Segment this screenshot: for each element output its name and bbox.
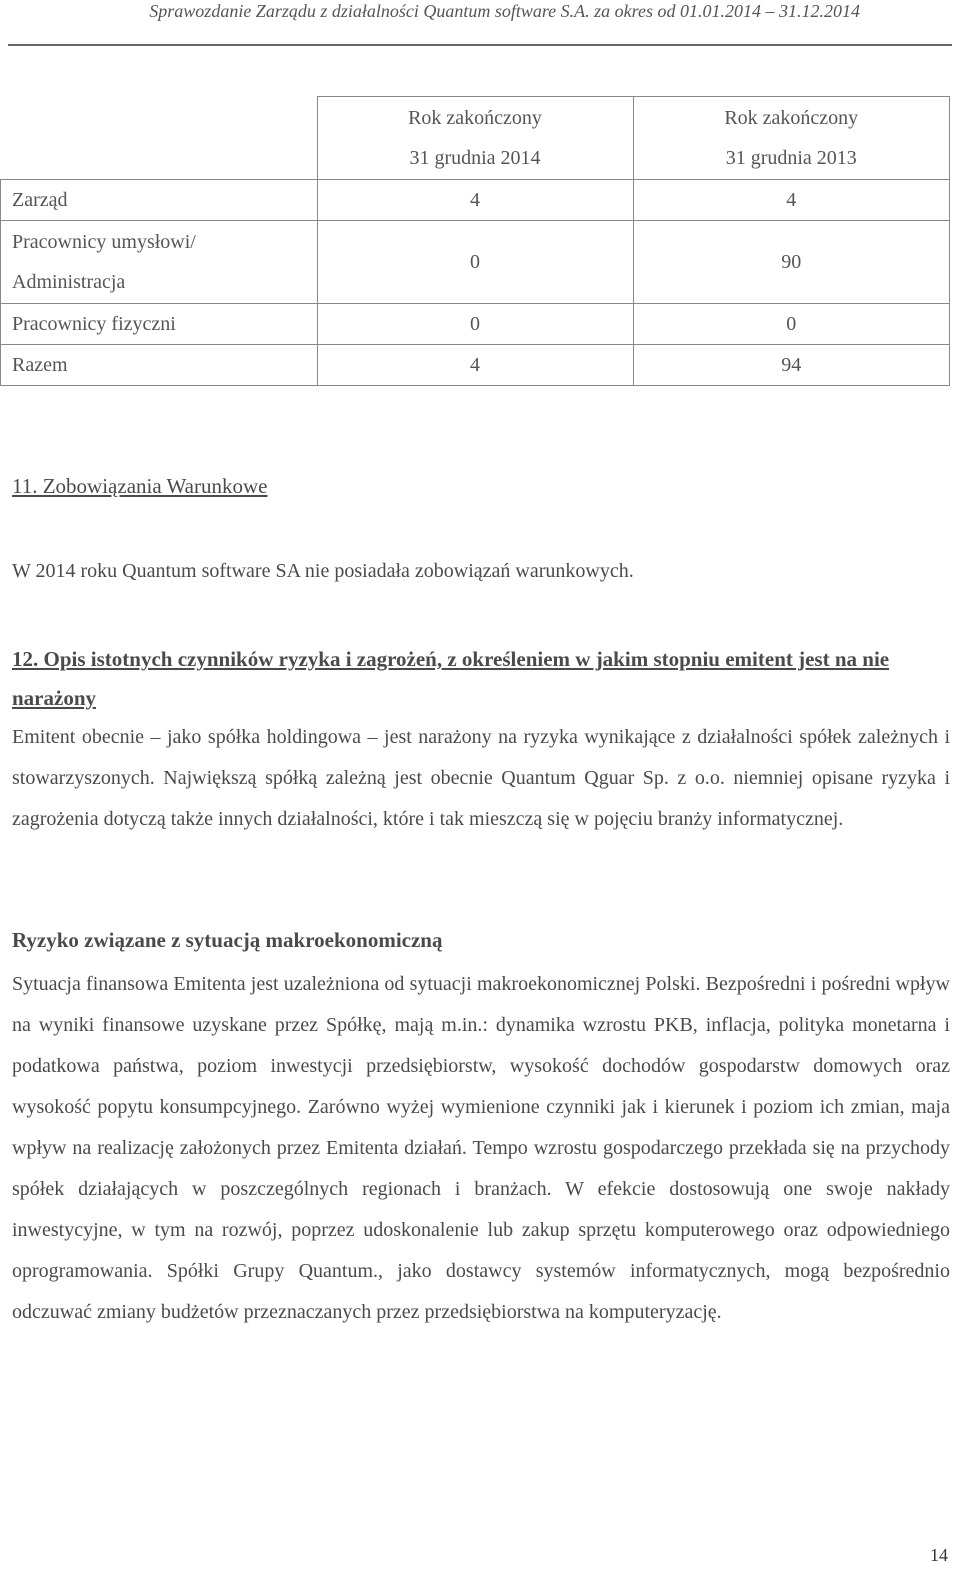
column-header-2014-line2: 31 grudnia 2014 [409,147,541,169]
section-11-text: W 2014 roku Quantum software SA nie posiadała zobowiązań warunkowych. [12,560,634,582]
employment-table [0,96,950,386]
table-row [1,345,950,386]
row-value-2013: 0 [633,304,950,345]
column-header-2013-line2: 31 grudnia 2013 [725,147,857,169]
column-header-2014 [317,97,633,180]
table-header-row [1,97,950,180]
row-value-2013: 90 [633,221,950,304]
table-row [1,304,950,345]
row-value-2014: 4 [317,180,633,221]
section-12-text: Emitent obecnie – jako spółka holdingowa – jest narażony na ryzyka wynikające z działalności spółek zależnych i stowarzyszonych. Największą spółką zależną jest obecnie Quantum Qguar Sp. z o.o. niemniej opisane ryzyka i zagrożenia dotyczą także innych działalności, które i tak mieszczą się w pojęciu branży informatycznej. [12,726,950,830]
column-header-2013 [633,97,950,180]
row-label: Zarząd [1,180,318,221]
header-rule [8,44,952,46]
column-header-2014-line1: Rok zakończony [408,107,542,129]
table-row [1,180,950,221]
header-title: Sprawozdanie Zarządu z działalności Quantum software S.A. za okres od 01.01.2014 – 31.12.2014 [149,1,860,21]
row-label-line1: Pracownicy umysłowi/ [12,231,196,253]
row-value-2013: 94 [633,345,950,386]
row-label: Razem [1,345,318,386]
row-value-2013: 4 [633,180,950,221]
risk-macro-heading: Ryzyko związane z sytuacją makroekonomiczną [12,928,443,952]
section-12-heading [12,640,950,718]
section-11-title: 11. Zobowiązania Warunkowe [12,474,268,498]
page-header [0,0,960,46]
row-label: Pracownicy fizyczni [1,304,318,345]
column-header-2013-line1: Rok zakończony [724,107,859,129]
section-12-title: 12. Opis istotnych czynników ryzyka i zagrożeń, z określeniem w jakim stopniu emitent jest na nie narażony [12,647,890,710]
row-value-2014: 0 [317,221,633,304]
page-number: 14 [930,1545,948,1565]
table-row [1,221,950,304]
row-value-2014: 0 [317,304,633,345]
table-corner-cell [1,97,318,180]
row-value-2014: 4 [317,345,633,386]
section-11-heading [12,474,950,499]
row-label-line2: Administracja [12,271,126,293]
row-label [1,221,318,304]
risk-macro-text: Sytuacja finansowa Emitenta jest uzależniona od sytuacji makroekonomicznej Polski. Bezpośredni i pośredni wpływ na wyniki finansowe uzyskane przez Spółkę, mają m.in.: dynamika wzrostu PKB, inflacja, polityka monetarna i podatkowa państwa, poziom inwestycji przedsiębiorstw, wysokość dochodów gospodarstw domowych oraz wysokość popytu konsumpcyjnego. Zarówno wyżej wymienione czynniki jak i kierunek i poziom ich zmian, maja wpływ na realizację założonych przez Emitenta działań. Tempo wzrostu gospodarczego przekłada się na przychody spółek działających w poszczególnych regionach i branżach. W efekcie dostosowują one swoje nakłady inwestycyjne, w tym na rozwój, poprzez udoskonalenie lub zakup sprzętu komputerowego oraz odpowiedniego oprogramowania. Spółki Grupy Quantum., jako dostawcy systemów informatycznych, mogą bezpośrednio odczuwać zmiany budżetów przeznaczanych przez przedsiębiorstwa na komputeryzację. [12,973,950,1323]
